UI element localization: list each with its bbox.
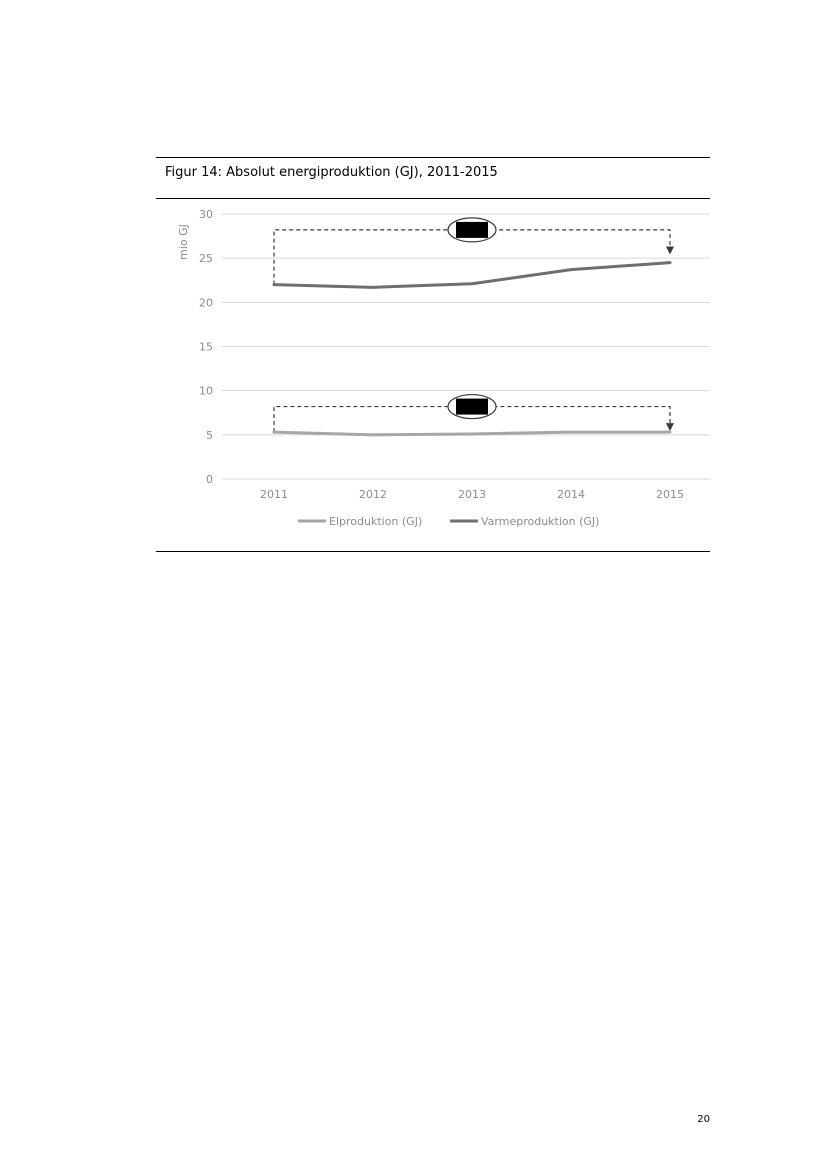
y-tick-label: 30 <box>199 208 213 221</box>
y-tick-label: 20 <box>199 296 213 310</box>
y-tick-label: 0 <box>206 473 213 486</box>
x-tick-label: 2011 <box>260 488 288 501</box>
figure-bottom-rule <box>156 551 710 552</box>
series-line <box>274 263 670 288</box>
x-tick-label: 2013 <box>458 488 486 501</box>
x-tick-label: 2015 <box>656 488 684 501</box>
y-tick-label: 15 <box>199 340 213 354</box>
redaction-box <box>456 222 488 238</box>
legend-label: Varmeproduktion (GJ) <box>481 515 600 528</box>
x-tick-label: 2014 <box>557 488 585 501</box>
figure-title: Figur 14: Absolut energiproduktion (GJ), 2011-2015 <box>165 165 498 180</box>
y-tick-label: 10 <box>199 384 213 398</box>
x-tick-label: 2012 <box>359 488 387 501</box>
redaction-box <box>456 399 488 415</box>
page-number: 20 <box>697 1114 710 1125</box>
bracket-arrowhead <box>666 247 674 255</box>
bracket-arrowhead <box>666 423 674 431</box>
y-tick-label: 25 <box>199 252 213 266</box>
y-tick-label: 5 <box>206 428 213 442</box>
line-chart <box>156 198 710 548</box>
legend-label: Elproduktion (GJ) <box>329 515 423 528</box>
figure-top-rule <box>156 157 710 158</box>
y-axis-label: mio GJ <box>177 224 190 260</box>
